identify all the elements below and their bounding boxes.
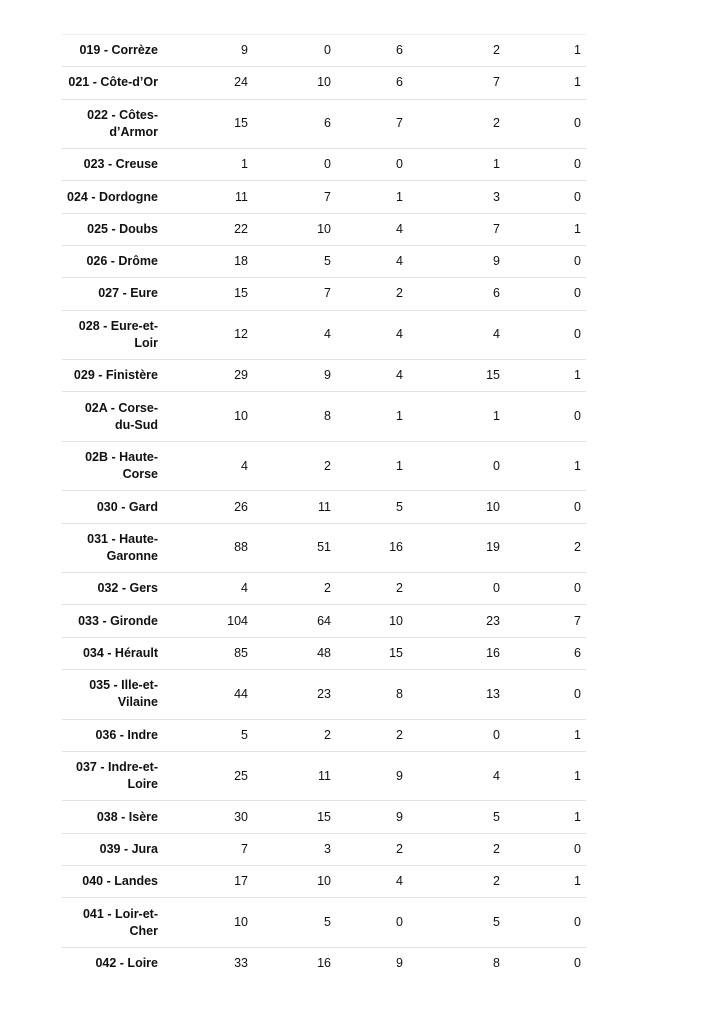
value-cell-5: 0 xyxy=(574,254,581,269)
value-cell-1: 15 xyxy=(234,116,248,131)
department-name-cell: 038 - Isère xyxy=(96,809,158,824)
value-cell-3: 15 xyxy=(389,645,403,660)
table-row xyxy=(62,523,586,573)
value-cell-1: 25 xyxy=(234,768,248,783)
value-cell-3: 4 xyxy=(396,874,403,889)
table-row xyxy=(62,490,586,522)
table-row xyxy=(62,751,586,801)
value-cell-5: 7 xyxy=(574,613,581,628)
department-name-cell: 028 - Eure-et-Loir xyxy=(78,318,158,350)
value-cell-3: 9 xyxy=(396,768,403,783)
value-cell-4: 5 xyxy=(493,915,500,929)
value-cell-5: 1 xyxy=(574,874,581,889)
value-cell-1: 4 xyxy=(241,458,248,473)
value-cell-2: 3 xyxy=(324,841,331,856)
value-cell-5: 1 xyxy=(574,368,581,383)
department-name-cell: 02B - Haute-Corse xyxy=(85,450,158,482)
value-cell-5: 0 xyxy=(574,157,581,172)
value-cell-1: 44 xyxy=(234,686,248,701)
department-name-cell: 027 - Eure xyxy=(98,286,158,301)
table-row xyxy=(62,277,586,309)
department-name-cell: 039 - Jura xyxy=(99,841,158,856)
value-cell-2: 23 xyxy=(317,686,331,701)
value-cell-4: 9 xyxy=(493,254,500,269)
value-cell-1: 22 xyxy=(234,221,248,236)
value-cell-4: 1 xyxy=(493,157,500,172)
value-cell-5: 0 xyxy=(574,686,581,701)
value-cell-3: 2 xyxy=(396,841,403,856)
value-cell-1: 33 xyxy=(234,955,248,970)
value-cell-1: 12 xyxy=(234,327,248,342)
value-cell-2: 51 xyxy=(317,540,331,555)
value-cell-1: 15 xyxy=(234,286,248,301)
value-cell-2: 10 xyxy=(317,221,331,236)
department-name-cell: 033 - Gironde xyxy=(78,613,158,628)
value-cell-4: 15 xyxy=(486,368,500,383)
value-cell-1: 5 xyxy=(241,727,248,742)
table-row xyxy=(62,66,586,98)
department-name-cell: 019 - Corrèze xyxy=(79,43,158,58)
value-cell-1: 104 xyxy=(227,613,248,628)
table-row xyxy=(62,669,586,719)
value-cell-4: 19 xyxy=(486,540,500,555)
value-cell-1: 85 xyxy=(234,645,248,660)
department-name-cell: 022 - Côtes-d’Armor xyxy=(87,107,158,139)
value-cell-4: 2 xyxy=(493,116,500,131)
department-name-cell: 031 - Haute-Garonne xyxy=(87,531,158,563)
department-name-cell: 029 - Finistère xyxy=(73,368,158,383)
value-cell-2: 11 xyxy=(318,768,331,783)
value-cell-2: 8 xyxy=(324,409,331,424)
table-row xyxy=(62,637,586,669)
department-name-cell: 030 - Gard xyxy=(96,499,158,514)
value-cell-2: 2 xyxy=(324,458,331,473)
table-row xyxy=(62,180,586,212)
value-cell-4: 0 xyxy=(493,581,500,596)
value-cell-1: 29 xyxy=(234,368,248,383)
table-row xyxy=(62,391,586,441)
table-row xyxy=(62,99,586,149)
value-cell-5: 0 xyxy=(574,915,581,929)
value-cell-2: 10 xyxy=(317,874,331,889)
department-name-cell: 02A - Corse-du-Sud xyxy=(84,400,158,432)
value-cell-3: 4 xyxy=(396,254,403,269)
value-cell-4: 0 xyxy=(493,458,500,473)
value-cell-4: 8 xyxy=(493,955,500,970)
table-row xyxy=(62,310,586,360)
value-cell-3: 0 xyxy=(396,157,403,172)
value-cell-5: 0 xyxy=(574,499,581,514)
value-cell-1: 1 xyxy=(241,157,248,172)
value-cell-3: 10 xyxy=(389,613,403,628)
value-cell-5: 1 xyxy=(574,75,581,90)
value-cell-1: 30 xyxy=(234,809,248,824)
department-name-cell: 021 - Côte-d’Or xyxy=(68,75,158,90)
value-cell-3: 9 xyxy=(396,809,403,824)
value-cell-2: 5 xyxy=(324,254,331,269)
value-cell-5: 1 xyxy=(574,768,581,783)
value-cell-2: 16 xyxy=(317,955,331,970)
value-cell-5: 0 xyxy=(574,286,581,301)
value-cell-5: 0 xyxy=(574,116,581,131)
value-cell-4: 3 xyxy=(493,189,500,204)
department-name-cell: 023 - Creuse xyxy=(83,157,158,172)
value-cell-1: 17 xyxy=(234,874,248,889)
value-cell-4: 5 xyxy=(493,809,500,824)
value-cell-3: 1 xyxy=(396,409,403,424)
table-row xyxy=(62,719,586,751)
department-table xyxy=(62,34,586,979)
value-cell-2: 64 xyxy=(317,613,331,628)
value-cell-4: 4 xyxy=(493,327,500,342)
value-cell-3: 2 xyxy=(396,286,403,301)
value-cell-3: 2 xyxy=(396,581,403,596)
value-cell-3: 4 xyxy=(396,327,403,342)
value-cell-5: 1 xyxy=(574,43,581,58)
value-cell-3: 9 xyxy=(396,955,403,970)
value-cell-3: 8 xyxy=(396,686,403,701)
value-cell-1: 9 xyxy=(241,43,248,58)
department-name-cell: 025 - Doubs xyxy=(87,221,158,236)
department-name-cell: 041 - Loir-et-Cher xyxy=(82,906,158,938)
value-cell-4: 7 xyxy=(493,75,500,90)
value-cell-1: 26 xyxy=(234,499,248,514)
value-cell-4: 6 xyxy=(493,286,500,301)
value-cell-4: 2 xyxy=(493,874,500,889)
value-cell-1: 24 xyxy=(234,75,248,90)
value-cell-2: 4 xyxy=(324,327,331,342)
table-row xyxy=(62,865,586,897)
value-cell-4: 4 xyxy=(493,768,500,783)
value-cell-1: 11 xyxy=(235,189,248,204)
department-name-cell: 036 - Indre xyxy=(95,727,158,742)
value-cell-3: 7 xyxy=(396,116,403,131)
table-row xyxy=(62,34,586,66)
department-name-cell: 032 - Gers xyxy=(97,581,158,596)
value-cell-5: 1 xyxy=(574,458,581,473)
department-name-cell: 026 - Drôme xyxy=(86,254,158,269)
value-cell-5: 0 xyxy=(574,327,581,342)
table-row xyxy=(62,897,586,947)
value-cell-4: 10 xyxy=(486,499,500,514)
value-cell-1: 88 xyxy=(234,540,248,555)
value-cell-3: 1 xyxy=(396,458,403,473)
value-cell-3: 16 xyxy=(389,540,403,555)
table-row xyxy=(62,148,586,180)
table-row xyxy=(62,213,586,245)
table-row xyxy=(62,800,586,832)
value-cell-3: 4 xyxy=(396,368,403,383)
value-cell-5: 1 xyxy=(574,727,581,742)
value-cell-2: 2 xyxy=(324,727,331,742)
value-cell-2: 7 xyxy=(324,189,331,204)
value-cell-5: 0 xyxy=(574,409,581,424)
value-cell-3: 5 xyxy=(396,499,403,514)
value-cell-3: 1 xyxy=(396,189,403,204)
department-name-cell: 040 - Landes xyxy=(82,874,158,889)
value-cell-2: 48 xyxy=(317,645,331,660)
value-cell-5: 6 xyxy=(574,645,581,660)
value-cell-1: 10 xyxy=(234,409,248,424)
value-cell-5: 0 xyxy=(574,841,581,856)
value-cell-2: 5 xyxy=(324,915,331,929)
value-cell-4: 7 xyxy=(493,221,500,236)
table-row xyxy=(62,572,586,604)
value-cell-2: 2 xyxy=(324,581,331,596)
department-name-cell: 042 - Loire xyxy=(95,955,158,970)
value-cell-1: 18 xyxy=(234,254,248,269)
value-cell-4: 16 xyxy=(486,645,500,660)
value-cell-5: 2 xyxy=(574,540,581,555)
value-cell-2: 15 xyxy=(317,809,331,824)
value-cell-3: 6 xyxy=(396,75,403,90)
value-cell-4: 2 xyxy=(493,841,500,856)
table-row xyxy=(62,833,586,865)
value-cell-3: 6 xyxy=(396,43,403,58)
value-cell-3: 4 xyxy=(396,221,403,236)
value-cell-4: 13 xyxy=(486,686,500,701)
department-name-cell: 024 - Dordogne xyxy=(67,189,158,204)
value-cell-4: 2 xyxy=(493,43,500,58)
value-cell-5: 0 xyxy=(574,189,581,204)
department-name-cell: 037 - Indre-et-Loire xyxy=(76,760,158,792)
value-cell-5: 1 xyxy=(574,809,581,824)
value-cell-2: 7 xyxy=(324,286,331,301)
value-cell-4: 0 xyxy=(493,727,500,742)
value-cell-2: 0 xyxy=(324,157,331,172)
table-row xyxy=(62,245,586,277)
department-name-cell: 034 - Hérault xyxy=(82,645,158,660)
table-row xyxy=(62,947,586,979)
value-cell-2: 0 xyxy=(324,43,331,58)
value-cell-2: 10 xyxy=(317,75,331,90)
table-row xyxy=(62,441,586,491)
department-name-cell: 035 - Ille-et-Vilaine xyxy=(89,678,158,710)
value-cell-5: 0 xyxy=(574,581,581,596)
value-cell-2: 9 xyxy=(324,368,331,383)
table-row xyxy=(62,359,586,391)
table-row xyxy=(62,604,586,636)
value-cell-1: 4 xyxy=(241,581,248,596)
value-cell-3: 2 xyxy=(396,727,403,742)
value-cell-4: 1 xyxy=(493,409,500,424)
value-cell-5: 0 xyxy=(574,955,581,970)
value-cell-2: 11 xyxy=(318,499,331,514)
value-cell-2: 6 xyxy=(324,116,331,131)
value-cell-1: 7 xyxy=(241,841,248,856)
value-cell-5: 1 xyxy=(574,221,581,236)
value-cell-1: 10 xyxy=(234,915,248,929)
value-cell-4: 23 xyxy=(486,613,500,628)
value-cell-3: 0 xyxy=(396,915,403,929)
